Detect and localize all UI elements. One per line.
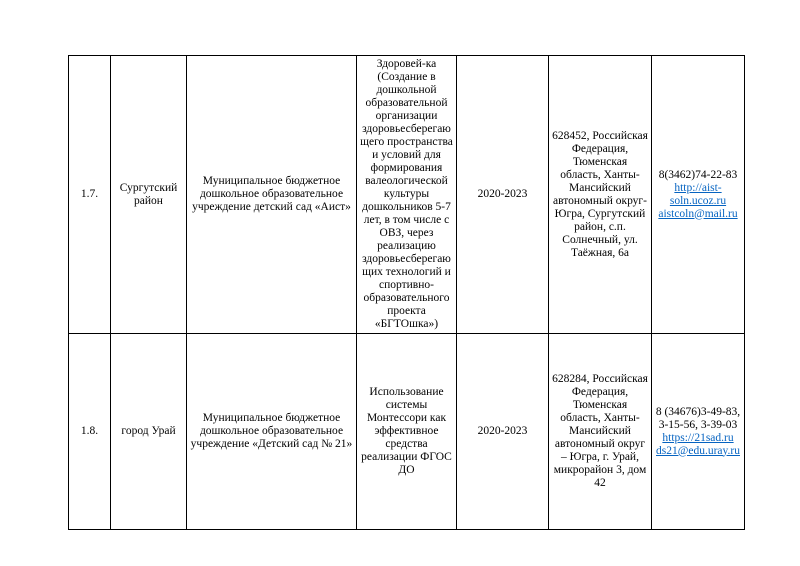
row-number-cell: 1.7. xyxy=(69,56,111,334)
table-row xyxy=(69,334,745,530)
row-number-cell: 1.8. xyxy=(69,334,111,530)
website-link[interactable]: http://aist-soln.ucoz.ru xyxy=(669,181,727,207)
territory-cell: город Урай xyxy=(111,334,187,530)
phone-number: 8 (34676)3-49-83, 3-15-56, 3-39-03 xyxy=(655,405,741,431)
registry-table xyxy=(68,55,745,530)
phone-number: 8(3462)74-22-83 xyxy=(658,168,738,181)
organization-cell: Муниципальное бюджетное дошкольное образовательное учреждение детский сад «Аист» xyxy=(187,56,357,334)
address-cell: 628284, Российская Федерация, Тюменская область, Ханты-Мансийский автономный округ – Югра, г. Урай, микрорайон 3, дом 42 xyxy=(549,334,652,530)
years-cell: 2020-2023 xyxy=(457,334,549,530)
contacts-cell xyxy=(652,56,745,334)
territory-cell: Сургутский район xyxy=(111,56,187,334)
contacts-cell xyxy=(652,334,745,530)
address-cell: 628452, Российская Федерация, Тюменская область, Ханты-Мансийский автономный округ-Югра, Сургутский район, с.п. Солнечный, ул. Таёжная, 6а xyxy=(549,56,652,334)
email-link[interactable]: ds21@edu.uray.ru xyxy=(656,444,740,457)
email-link[interactable]: aistcoln@mail.ru xyxy=(658,207,738,220)
website-link[interactable]: https://21sad.ru xyxy=(662,431,734,444)
table-row xyxy=(69,56,745,334)
organization-cell: Муниципальное бюджетное дошкольное образовательное учреждение «Детский сад № 21» xyxy=(187,334,357,530)
project-cell: Использование системы Монтессори как эффективное средства реализации ФГОС ДО xyxy=(357,334,457,530)
years-cell: 2020-2023 xyxy=(457,56,549,334)
project-cell: Здоровей-ка (Создание в дошкольной образовательной организации здоровьесберегающего пространства и условий для формирования валеологической культуры дошкольников 5-7 лет, в том числе с ОВЗ, через реализацию здоровьесберегающих технологий и спортивно-образовательного проекта «БГТОшка») xyxy=(357,56,457,334)
